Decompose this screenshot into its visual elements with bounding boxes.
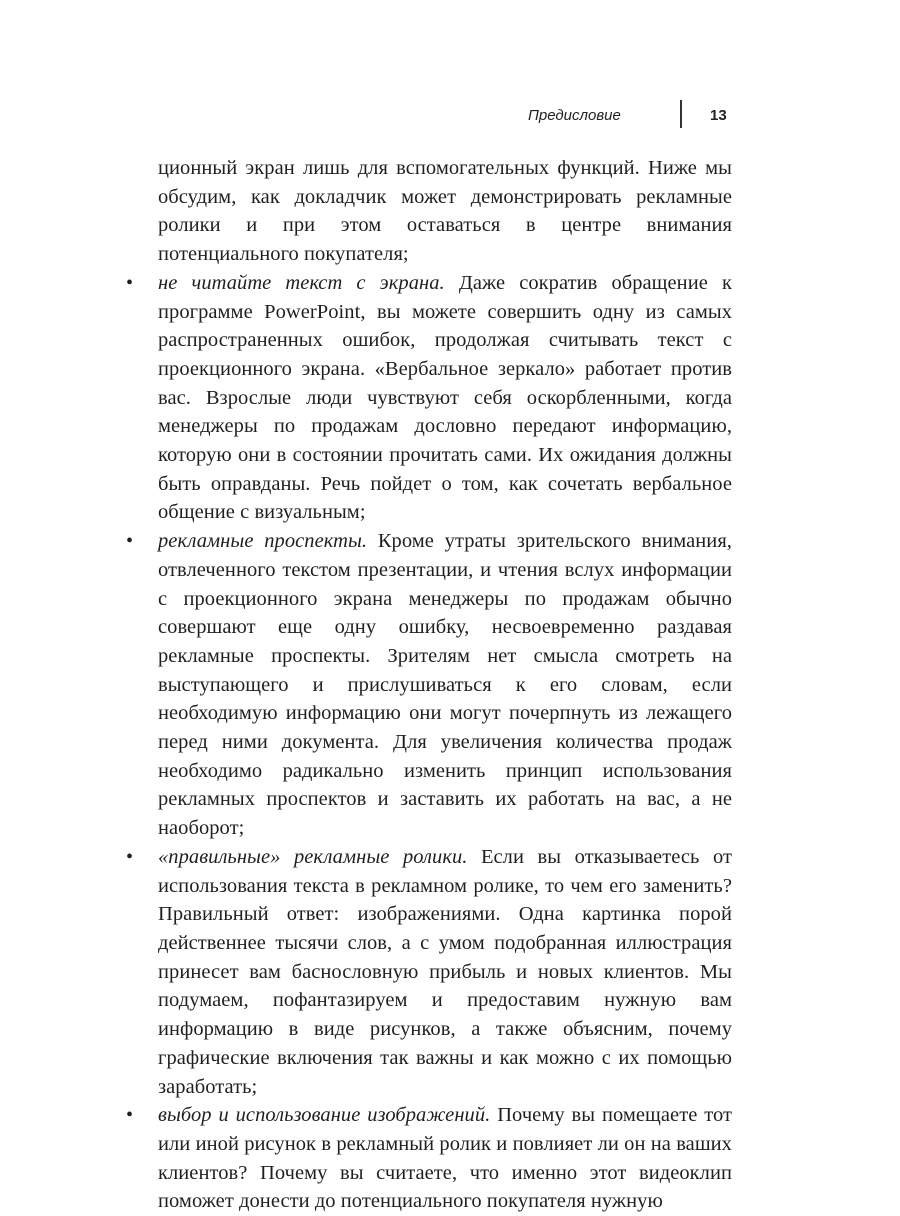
running-head-divider — [680, 100, 682, 128]
body-text — [126, 154, 733, 1216]
list-item — [126, 1101, 733, 1216]
continuation-paragraph: ционный экран лишь для вспомогательных функций. Ниже мы обсудим, как докладчик может демонстрировать рекламные ролики и при этом оставаться в центре внимания потенциального покупателя; — [158, 157, 732, 266]
list-item-text: Если вы отказываетесь от использования текста в рекламном ролике, то чем его заменить? Правильный ответ: изображениями. Одна картинка порой действеннее тысячи слов, а с умом подобранная иллюстрация принесет вам баснословную прибыль и новых клиентов. Мы подумаем, пофантазируем и предоставим нужную вам информацию в виде рисунков, а также объясним, почему графические включения так важны и как можно с их помощью заработать; — [158, 845, 732, 1098]
bullet-icon: • — [126, 845, 134, 868]
list-item — [126, 843, 732, 1101]
list-item-text: Даже сократив обращение к программе PowerPoint, вы можете совершить одну из самых распространенных ошибок, продолжая считывать текст с проекционного экрана. «Вербальное зеркало» работает против вас. Взрослые люди чувствуют себя оскорбленными, когда менеджеры по продажам дословно передают информацию, которую они в состоянии прочитать сами. Их ожидания должны быть оправданы. Речь пойдет о том, как сочетать вербальное общение с визуальным; — [158, 271, 732, 524]
bullet-icon: • — [126, 271, 134, 294]
page-number: 13 — [710, 107, 727, 124]
list-item-lead: «правильные» рекламные ролики. — [158, 845, 468, 868]
list-item-lead: выбор и использование изображений. — [158, 1104, 491, 1127]
list-item-lead: не читайте текст с экрана. — [158, 271, 445, 294]
bullet-list — [126, 269, 733, 1216]
bullet-icon: • — [126, 530, 134, 553]
list-item-text: Почему вы помещаете тот или иной рисунок в рекламный ролик и повлияет ли он на ваших клиентов? Почему вы считаете, что именно этот видеоклип поможет донести до потенциального покупателя нужную — [158, 1104, 733, 1213]
running-head-section-title: Предисловие — [528, 107, 621, 124]
list-item-text: Кроме утраты зрительского внимания, отвлеченного текстом презентации, и чтения вслух информации с проекционного экрана менеджеры по продажам обычно совершают еще одну ошибку, несвоевременно раздавая рекламные проспекты. Зрителям нет смысла смотреть на выступающего и прислушиваться к его словам, если необходимую информацию они могут почерпнуть из лежащего перед ними документа. Для увеличения количества продаж необходимо радикально изменить принцип использования рекламных проспектов и заставить их работать на вас, а не наоборот; — [158, 530, 732, 840]
list-item-lead: рекламные проспекты. — [158, 530, 368, 553]
list-item — [126, 527, 732, 843]
list-item — [126, 269, 732, 527]
running-head — [528, 104, 738, 128]
bullet-icon: • — [126, 1104, 134, 1127]
